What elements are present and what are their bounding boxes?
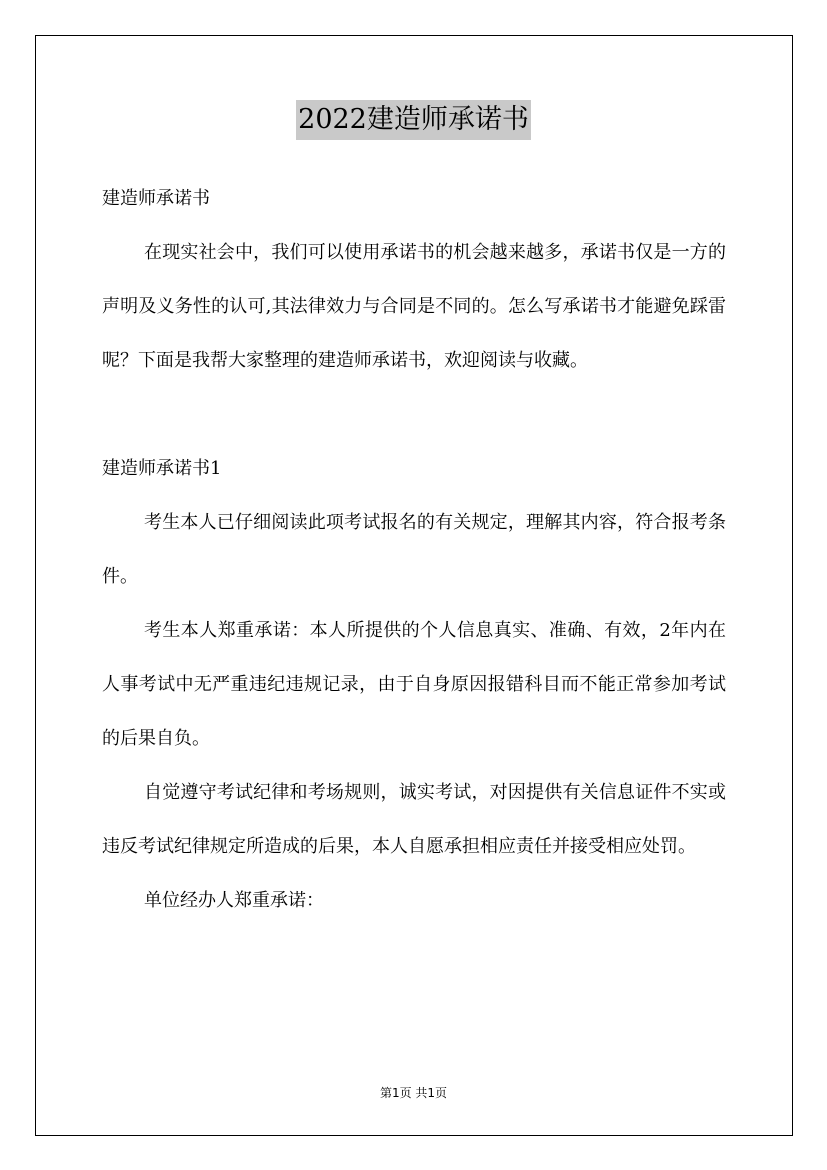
body-paragraph: 考生本人已仔细阅读此项考试报名的有关规定，理解其内容，符合报考条件。	[102, 512, 726, 587]
body-paragraph: 考生本人郑重承诺：本人所提供的个人信息真实、准确、有效，2年内在人事考试中无严重违纪违规记录，由于自身原因报错科目而不能正常参加考试的后果自负。	[102, 620, 726, 749]
blank-line	[102, 388, 726, 442]
document-title: 2022建造师承诺书	[296, 100, 531, 140]
document-body	[102, 172, 726, 928]
page-footer: 第1页 共1页	[379, 1086, 448, 1100]
intro-paragraph: 在现实社会中，我们可以使用承诺书的机会越来越多，承诺书仅是一方的声明及义务性的认可,其法律效力与合同是不同的。怎么写承诺书才能避免踩雷呢？下面是我帮大家整理的建造师承诺书，欢迎阅读与收藏。	[102, 242, 726, 371]
body-paragraph: 单位经办人郑重承诺：	[144, 890, 324, 911]
subsection-heading: 建造师承诺书1	[102, 458, 222, 479]
title-container	[0, 100, 827, 140]
section-heading: 建造师承诺书	[102, 188, 210, 209]
body-paragraph: 自觉遵守考试纪律和考场规则，诚实考试，对因提供有关信息证件不实或违反考试纪律规定所造成的后果，本人自愿承担相应责任并接受相应处罚。	[102, 782, 726, 857]
